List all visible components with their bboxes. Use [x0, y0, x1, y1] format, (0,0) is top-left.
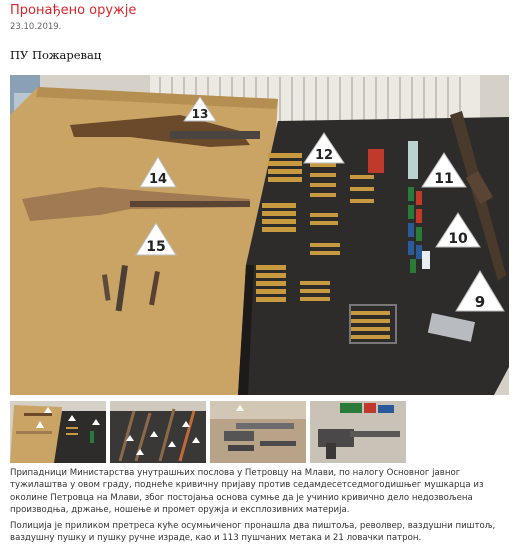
thumbnail-2-image: [110, 401, 206, 463]
article-paragraph-1: Припадници Министарства унутрашњих послова у Петровцу на Млави, по налогу Основног јавног тужилаштва у овом граду, поднеће кривичну пријаву против седамдесетседмогодишњег мушкарца из околине Петровца на Млави, због постојања основа сумње да је учинио кривично дело недозвољена производња, држање, ношење и промет оружја и експлозивних материја.: [10, 468, 484, 515]
marker-12: 12: [314, 148, 334, 163]
thumbnail-1[interactable]: [10, 401, 106, 463]
thumbnail-2[interactable]: [110, 401, 206, 463]
marker-13: 13: [191, 107, 209, 121]
organization-name: ПУ Пожаревац: [10, 48, 102, 62]
marker-15: 15: [146, 239, 166, 255]
thumbnail-4-image: [310, 401, 406, 463]
marker-10: 10: [448, 231, 468, 247]
thumbnail-3[interactable]: [210, 401, 306, 463]
article-paragraph-2: Полиција је приликом претреса куће осумњиченог пронашла два пиштоља, револвер, ваздушни пиштољ, ваздушну пушку и пушку ручне израде, као и 113 пушчаних метака и 21 ловачки патрон.: [10, 521, 496, 544]
article-date: 23.10.2019.: [10, 22, 62, 32]
marker-9: 9: [474, 293, 486, 311]
evidence-photo: [10, 75, 509, 395]
main-photo[interactable]: [10, 75, 509, 395]
thumbnail-gallery: [10, 401, 410, 463]
thumbnail-1-image: [10, 401, 106, 463]
marker-14: 14: [148, 172, 168, 187]
thumbnail-4[interactable]: [310, 401, 406, 463]
thumbnail-3-image: [210, 401, 306, 463]
article-title: Пронађено оружје: [10, 3, 137, 18]
marker-11: 11: [434, 171, 454, 187]
